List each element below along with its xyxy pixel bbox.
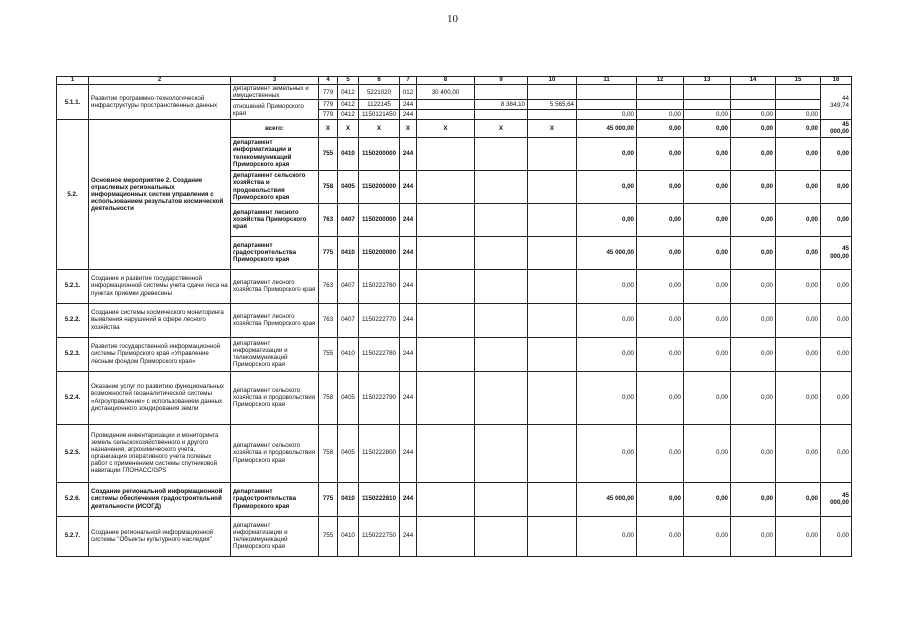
cell-c6: 1150200000 — [359, 203, 400, 236]
cell-c5: 0405 — [338, 170, 359, 203]
item-number: 5.1.1. — [57, 85, 89, 120]
column-number: 2 — [89, 77, 231, 85]
responsible-agency: департамент лесного хозяйства Приморского края — [231, 203, 319, 236]
cell-c16: 0,00 — [821, 303, 852, 337]
cell-c16: 0,00 — [821, 371, 852, 424]
cell-c8: X — [417, 120, 475, 137]
column-number: 5 — [338, 77, 359, 85]
cell-c12: 0,00 — [637, 120, 684, 137]
total-label: всего: — [231, 120, 319, 137]
cell-c15: 0,00 — [776, 110, 821, 120]
cell-c4: 755 — [319, 137, 338, 170]
header-row — [57, 77, 852, 85]
cell-c15 — [776, 85, 821, 100]
responsible-agency: департамент сельского хозяйства и продовольствия Приморского края — [231, 170, 319, 203]
cell-c15 — [776, 100, 821, 110]
cell-c7: 244 — [400, 337, 417, 371]
cell-c6: X — [359, 120, 400, 137]
cell-c11 — [577, 85, 637, 100]
table-row — [57, 303, 852, 337]
column-number: 16 — [821, 77, 852, 85]
cell-c6: 1150222800 — [359, 424, 400, 482]
item-name: Создание и развитие государственной информационной системы учета сдачи леса на пунктах приемки древесины — [89, 269, 231, 303]
cell-c6: 1150222790 — [359, 371, 400, 424]
item-name: Развитие программно-технологической инфраструктуры пространственных данных — [89, 85, 231, 120]
cell-c12: 0,00 — [637, 303, 684, 337]
cell-c9 — [475, 303, 528, 337]
column-number: 14 — [731, 77, 776, 85]
cell-c6: 1150200000 — [359, 236, 400, 269]
responsible-agency: отношений Приморского края — [231, 100, 319, 120]
cell-c8 — [417, 110, 475, 120]
cell-c15: 0,00 — [776, 236, 821, 269]
column-number: 4 — [319, 77, 338, 85]
cell-c5: 0410 — [338, 516, 359, 556]
cell-c10: X — [528, 120, 577, 137]
item-name: Развитие государственной информационной системы Приморского края «Управление лесным фондом Приморского края» — [89, 337, 231, 371]
cell-c10 — [528, 170, 577, 203]
cell-c5: 0410 — [338, 236, 359, 269]
cell-c15: 0,00 — [776, 371, 821, 424]
cell-c12: 0,00 — [637, 371, 684, 424]
cell-c9 — [475, 203, 528, 236]
item-number: 5.2.2. — [57, 303, 89, 337]
cell-c16: 0,00 — [821, 269, 852, 303]
responsible-agency: департамент сельского хозяйства и продовольствия Приморского края — [231, 424, 319, 482]
cell-c9 — [475, 85, 528, 100]
cell-c13: 0,00 — [684, 337, 731, 371]
cell-c10 — [528, 371, 577, 424]
cell-c7: 244 — [400, 269, 417, 303]
cell-c5: 0405 — [338, 424, 359, 482]
cell-c9 — [475, 170, 528, 203]
responsible-agency: департамент лесного хозяйства Приморского края — [231, 303, 319, 337]
cell-c13: 0,00 — [684, 371, 731, 424]
cell-c15: 0,00 — [776, 303, 821, 337]
cell-c13 — [684, 85, 731, 100]
cell-c4: 775 — [319, 482, 338, 516]
column-number: 11 — [577, 77, 637, 85]
cell-c15: 0,00 — [776, 482, 821, 516]
cell-c4: 758 — [319, 371, 338, 424]
column-number: 10 — [528, 77, 577, 85]
cell-c9 — [475, 516, 528, 556]
cell-c4: 763 — [319, 203, 338, 236]
cell-c5: 0410 — [338, 482, 359, 516]
table-row — [57, 424, 852, 482]
cell-c5: 0410 — [338, 137, 359, 170]
cell-c9 — [475, 337, 528, 371]
cell-c6: 1150222760 — [359, 269, 400, 303]
cell-c4: 755 — [319, 516, 338, 556]
cell-c13: 0,00 — [684, 110, 731, 120]
cell-c13: 0,00 — [684, 236, 731, 269]
cell-c4: 763 — [319, 303, 338, 337]
cell-c5: X — [338, 120, 359, 137]
cell-c13: 0,00 — [684, 269, 731, 303]
cell-c9: X — [475, 120, 528, 137]
cell-c9 — [475, 482, 528, 516]
cell-c14: 0,00 — [731, 203, 776, 236]
column-number: 9 — [475, 77, 528, 85]
item-name: Создание региональной информационной системы обеспечения градостроительной деятельности (ИСОГД) — [89, 482, 231, 516]
column-number: 3 — [231, 77, 319, 85]
cell-c8 — [417, 516, 475, 556]
cell-c4: 779 — [319, 100, 338, 110]
cell-c9 — [475, 424, 528, 482]
cell-c8 — [417, 236, 475, 269]
cell-c10 — [528, 137, 577, 170]
cell-c8 — [417, 100, 475, 110]
cell-c4: 763 — [319, 269, 338, 303]
cell-c15: 0,00 — [776, 424, 821, 482]
cell-c5: 0412 — [338, 85, 359, 100]
table-row — [57, 337, 852, 371]
cell-c11: 0,00 — [577, 424, 637, 482]
cell-c13 — [684, 100, 731, 110]
cell-c7: 244 — [400, 100, 417, 110]
table-row — [57, 482, 852, 516]
cell-c15: 0,00 — [776, 137, 821, 170]
cell-c14: 0,00 — [731, 170, 776, 203]
cell-c10 — [528, 516, 577, 556]
cell-c10 — [528, 269, 577, 303]
column-number: 15 — [776, 77, 821, 85]
cell-c13: 0,00 — [684, 424, 731, 482]
cell-c16: 0,00 — [821, 137, 852, 170]
cell-c9: 8 384,10 — [475, 100, 528, 110]
column-number: 7 — [400, 77, 417, 85]
item-name: Оказание услуг по развитию функциональных возможностей геоаналитической системы «Агроуправление» с использованием данных дистанционного зондирования земли — [89, 371, 231, 424]
cell-c16: 0,00 — [821, 170, 852, 203]
responsible-agency: департамент градостроительства Приморского края — [231, 482, 319, 516]
cell-c7: 244 — [400, 303, 417, 337]
cell-c10 — [528, 303, 577, 337]
cell-c6: 1150200000 — [359, 170, 400, 203]
cell-c13: 0,00 — [684, 203, 731, 236]
cell-c11: 0,00 — [577, 269, 637, 303]
column-number: 8 — [417, 77, 475, 85]
item-number: 5.2.1. — [57, 269, 89, 303]
cell-c13: 0,00 — [684, 482, 731, 516]
cell-c11: 45 000,00 — [577, 482, 637, 516]
program-activities-table — [56, 76, 852, 557]
cell-c16: 45 000,00 — [821, 236, 852, 269]
item-number: 5.2.3. — [57, 337, 89, 371]
cell-c14: 0,00 — [731, 424, 776, 482]
cell-c16: 44 349,74 — [821, 85, 852, 120]
cell-c12: 0,00 — [637, 137, 684, 170]
cell-c7: 244 — [400, 110, 417, 120]
cell-c14: 0,00 — [731, 371, 776, 424]
column-number: 13 — [684, 77, 731, 85]
cell-c14: 0,00 — [731, 516, 776, 556]
column-number: 6 — [359, 77, 400, 85]
cell-c10 — [528, 85, 577, 100]
cell-c10 — [528, 482, 577, 516]
cell-c5: 0412 — [338, 110, 359, 120]
cell-c14: 0,00 — [731, 120, 776, 137]
cell-c4: X — [319, 120, 338, 137]
cell-c10 — [528, 203, 577, 236]
cell-c6: 1150222750 — [359, 516, 400, 556]
item-name: Создание системы космического мониторинга выявления нарушений в сфере лесного хозяйства — [89, 303, 231, 337]
cell-c12: 0,00 — [637, 337, 684, 371]
item-number: 5.2.4. — [57, 371, 89, 424]
cell-c10 — [528, 424, 577, 482]
cell-c12: 0,00 — [637, 482, 684, 516]
cell-c11: 45 000,00 — [577, 236, 637, 269]
item-name: Проведение инвентаризации и мониторинга земель сельскохозяйственного и другого назначения, агрохимического учета, организация оперативного учета полевых работ с применением системы спутниковой навигации ГЛОНАСС/GPS — [89, 424, 231, 482]
cell-c10 — [528, 236, 577, 269]
cell-c16: 0,00 — [821, 203, 852, 236]
table-row — [57, 516, 852, 556]
cell-c14: 0,00 — [731, 236, 776, 269]
cell-c13: 0,00 — [684, 303, 731, 337]
cell-c6: 1150200000 — [359, 137, 400, 170]
cell-c14 — [731, 85, 776, 100]
cell-c8 — [417, 371, 475, 424]
cell-c5: 0407 — [338, 203, 359, 236]
cell-c8 — [417, 170, 475, 203]
responsible-agency: департамент информатизации и телекоммуникаций Приморского края — [231, 137, 319, 170]
cell-c7: 244 — [400, 236, 417, 269]
cell-c10 — [528, 110, 577, 120]
item-number: 5.2.5. — [57, 424, 89, 482]
cell-c5: 0412 — [338, 100, 359, 110]
cell-c16: 0,00 — [821, 424, 852, 482]
cell-c9 — [475, 137, 528, 170]
cell-c5: 0410 — [338, 337, 359, 371]
cell-c16: 0,00 — [821, 337, 852, 371]
cell-c9 — [475, 110, 528, 120]
cell-c11: 0,00 — [577, 303, 637, 337]
table-row — [57, 85, 852, 100]
cell-c15: 0,00 — [776, 337, 821, 371]
cell-c8 — [417, 269, 475, 303]
cell-c12 — [637, 85, 684, 100]
cell-c8 — [417, 482, 475, 516]
cell-c9 — [475, 269, 528, 303]
cell-c4: 779 — [319, 85, 338, 100]
cell-c14 — [731, 100, 776, 110]
cell-c12: 0,00 — [637, 269, 684, 303]
cell-c14: 0,00 — [731, 482, 776, 516]
cell-c7: 244 — [400, 424, 417, 482]
cell-c11: 0,00 — [577, 110, 637, 120]
cell-c7: 012 — [400, 85, 417, 100]
cell-c4: 758 — [319, 424, 338, 482]
cell-c16: 0,00 — [821, 516, 852, 556]
cell-c15: 0,00 — [776, 170, 821, 203]
cell-c11 — [577, 100, 637, 110]
cell-c11: 0,00 — [577, 337, 637, 371]
cell-c12 — [637, 100, 684, 110]
cell-c10: 5 565,64 — [528, 100, 577, 110]
cell-c11: 45 000,00 — [577, 120, 637, 137]
item-number: 5.2. — [57, 120, 89, 269]
cell-c14: 0,00 — [731, 110, 776, 120]
cell-c13: 0,00 — [684, 516, 731, 556]
cell-c11: 0,00 — [577, 203, 637, 236]
cell-c14: 0,00 — [731, 303, 776, 337]
table-row — [57, 269, 852, 303]
cell-c5: 0405 — [338, 371, 359, 424]
cell-c5: 0407 — [338, 303, 359, 337]
cell-c9 — [475, 236, 528, 269]
cell-c8 — [417, 424, 475, 482]
cell-c4: 775 — [319, 236, 338, 269]
cell-c7: X — [400, 120, 417, 137]
cell-c13: 0,00 — [684, 137, 731, 170]
cell-c12: 0,00 — [637, 516, 684, 556]
cell-c15: 0,00 — [776, 203, 821, 236]
cell-c8 — [417, 337, 475, 371]
cell-c15: 0,00 — [776, 120, 821, 137]
cell-c10 — [528, 337, 577, 371]
cell-c8: 30 400,00 — [417, 85, 475, 100]
cell-c11: 0,00 — [577, 170, 637, 203]
cell-c5: 0407 — [338, 269, 359, 303]
responsible-agency: департамент земельных и имущественных — [231, 85, 319, 100]
cell-c7: 244 — [400, 516, 417, 556]
item-name: Основное мероприятие 2. Создание отраслевых региональных информационных систем управления с использованием результатов космической деятельности — [89, 120, 231, 269]
responsible-agency: департамент лесного хозяйства Приморского края — [231, 269, 319, 303]
cell-c6: 1150222810 — [359, 482, 400, 516]
cell-c16: 45 000,00 — [821, 120, 852, 137]
cell-c4: 758 — [319, 170, 338, 203]
item-name: Создание региональной информационной системы "Объекты культурного наследия" — [89, 516, 231, 556]
cell-c8 — [417, 203, 475, 236]
cell-c9 — [475, 371, 528, 424]
column-number: 1 — [57, 77, 89, 85]
cell-c7: 244 — [400, 371, 417, 424]
cell-c12: 0,00 — [637, 424, 684, 482]
cell-c6: 5221020 — [359, 85, 400, 100]
cell-c6: 1150222780 — [359, 337, 400, 371]
cell-c11: 0,00 — [577, 516, 637, 556]
cell-c12: 0,00 — [637, 110, 684, 120]
cell-c14: 0,00 — [731, 269, 776, 303]
responsible-agency: департамент сельского хозяйства и продовольствия Приморского края — [231, 371, 319, 424]
cell-c8 — [417, 303, 475, 337]
cell-c8 — [417, 137, 475, 170]
cell-c6: 1122145 — [359, 100, 400, 110]
cell-c13: 0,00 — [684, 120, 731, 137]
responsible-agency: департамент градостроительства Приморского края — [231, 236, 319, 269]
cell-c11: 0,00 — [577, 371, 637, 424]
cell-c12: 0,00 — [637, 170, 684, 203]
table-body — [57, 77, 852, 557]
cell-c6: 1150121450 — [359, 110, 400, 120]
column-number: 12 — [637, 77, 684, 85]
cell-c16: 45 000,00 — [821, 482, 852, 516]
cell-c4: 779 — [319, 110, 338, 120]
cell-c12: 0,00 — [637, 203, 684, 236]
cell-c4: 755 — [319, 337, 338, 371]
page-number: 10 — [447, 13, 458, 25]
table-row — [57, 371, 852, 424]
cell-c7: 244 — [400, 203, 417, 236]
responsible-agency: департамент информатизации и телекоммуникаций Приморского края — [231, 516, 319, 556]
cell-c15: 0,00 — [776, 516, 821, 556]
cell-c7: 244 — [400, 170, 417, 203]
responsible-agency: департамент информатизации и телекоммуникаций Приморского края — [231, 337, 319, 371]
item-number: 5.2.7. — [57, 516, 89, 556]
cell-c6: 1150222770 — [359, 303, 400, 337]
cell-c14: 0,00 — [731, 137, 776, 170]
item-number: 5.2.6. — [57, 482, 89, 516]
table-row — [57, 120, 852, 137]
cell-c12: 0,00 — [637, 236, 684, 269]
cell-c13: 0,00 — [684, 170, 731, 203]
cell-c15: 0,00 — [776, 269, 821, 303]
cell-c11: 0,00 — [577, 137, 637, 170]
cell-c7: 244 — [400, 137, 417, 170]
cell-c7: 244 — [400, 482, 417, 516]
cell-c14: 0,00 — [731, 337, 776, 371]
